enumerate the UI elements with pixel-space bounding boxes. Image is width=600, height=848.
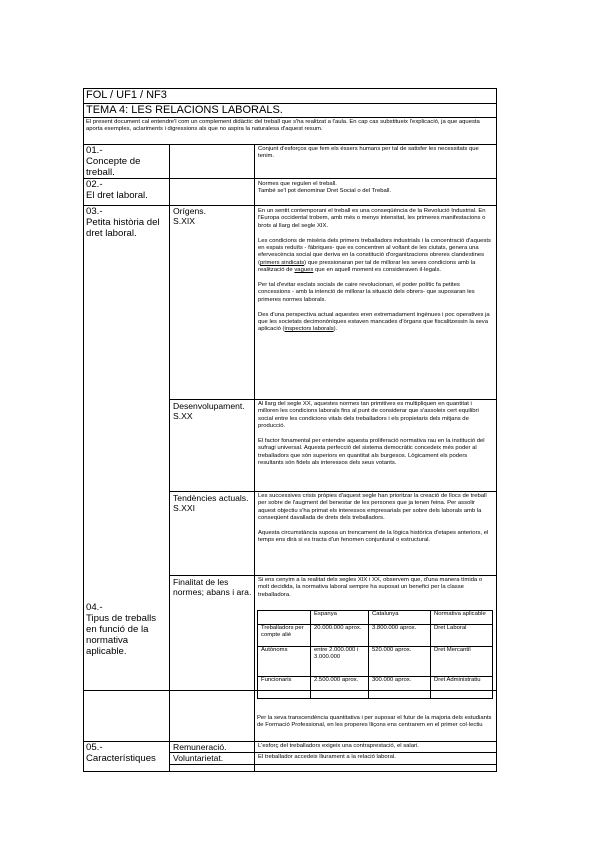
section-04-content	[255, 602, 496, 741]
history-development-text	[258, 401, 493, 468]
table-cell: Treballadors per compte aliè	[258, 625, 311, 647]
section-01-text: Conjunt d'esforços que fem els éssers humans per tal de satisfer les necessitats que tenim.	[258, 146, 479, 160]
development-paragraph-1: Al llarg del segle XX, aquestes normes tan primitives es multipliquen en quantitat i milloren les condicions laborals fins al punt de considerar que s'assoleix cert equilibri social entre les condicions vitals dels treballadors i els propietaris dels mitjans de producció.	[258, 401, 479, 430]
history-trends-text	[258, 493, 493, 545]
section-02	[84, 179, 496, 206]
section-01	[84, 145, 496, 179]
characteristic-label: Voluntarietat.	[173, 753, 224, 763]
section-05-title: 05.- Característiques	[86, 742, 156, 764]
intro-row	[84, 118, 496, 145]
history-development-row	[170, 400, 496, 492]
table-header-cell: Espanya	[311, 611, 369, 625]
link-primers-sindicats[interactable]: primers sindicats	[259, 259, 305, 266]
section-02-title: 02.- El dret laboral.	[86, 179, 148, 201]
history-purpose-label: Finalitat de les normes; abans i ara.	[173, 577, 252, 597]
characteristic-text: L'esforç del treballadors exigeix una contraprestació, el salari.	[258, 743, 419, 749]
table-cell: 520.000 aprox.	[369, 647, 431, 677]
history-origins-text	[258, 208, 493, 334]
section-01-title: 01.- Concepte de treball.	[86, 145, 141, 178]
document-table	[83, 88, 497, 772]
section-04	[84, 602, 496, 742]
table-header-cell: Normativa aplicable	[431, 611, 493, 625]
table-cell: Dret Laboral	[431, 625, 493, 647]
table-cell: Dret Mercantil	[431, 647, 493, 677]
characteristic-row	[170, 753, 496, 765]
table-row	[258, 647, 493, 677]
table-header-cell: Catalunya	[369, 611, 431, 625]
course-row	[84, 89, 496, 104]
topic-title: TEMA 4: LES RELACIONS LABORALS.	[86, 104, 283, 116]
characteristic-label: Remuneració.	[173, 742, 227, 752]
section-05	[84, 742, 496, 772]
link-vagues[interactable]: vagues	[294, 267, 314, 274]
trends-paragraph-2: Aquesta circumstància suposa un trencament de la lògica històrica d'etapes anteriors, el temps ens dirà si es tracta d'un fenomen conjuntural o estructural.	[258, 530, 489, 544]
history-trends-label: Tendències actuals. S.XXI	[173, 493, 249, 513]
history-origins-row	[170, 206, 496, 400]
table-header-row	[258, 611, 493, 625]
table-cell: 20.000.000 aprox.	[311, 625, 369, 647]
table-row	[258, 677, 493, 699]
origins-paragraph-2: Les condicions de misèria dels primers treballadors industrials i la concentració d'aquests en espais reduïts - fàbriques- que es concentren al voltant de les ciutats, genera una efervescència social que deriva en la constitució d'organitzacions obreres clandestines (primers sindicats) que pressionaran per tal de millorar les seves condicions amb la realització de vagues que en aquell moment es consideraven il·legals.	[258, 237, 491, 274]
characteristic-text: El treballador accedeix lliurament a la relació laboral.	[258, 754, 396, 760]
trends-paragraph-1: Les successives crisis pròpies d'aquest segle han prioritzar la creació de llocs de treball per sobre de l'augment del benestar de les persones que ja tenen feina. Per assolir aquest objectiu s'ha primat els interessos empresarials per sobre dels laborals amb la conseqüent davallada de drets dels treballadors.	[258, 493, 487, 522]
table-cell: entre 2.000.000 i 3.000.000	[311, 647, 369, 677]
table-cell: Dret Administratiu	[431, 677, 493, 699]
topic-row	[84, 104, 496, 118]
section-04-title: 04.- Tipus de treballs en funció de la normativa aplicable.	[86, 602, 157, 657]
section-02-line-1: Normes que regulen el treball.	[258, 181, 337, 187]
origins-paragraph-3: Per tal d'evitar esclats socials de caire revolucionari, el poder polític fa petites concessions - amb la intenció de millorar la situació dels obrers- que suposaran les primeres normes laborals.	[258, 282, 475, 303]
course-code: FOL / UF1 / NF3	[86, 89, 167, 101]
table-cell: 300.000 aprox.	[369, 677, 431, 699]
history-purpose-text: Si ens cenyim a la realitat dels segles XIX i XX, observem que, d'una manera tímida o molt decidida, la normativa laboral sempre ha suposat un benefici per la classe treballadora.	[258, 577, 483, 598]
intro-text: El present document cal entendre'l com un complement didàctic del treball que s'ha realitzat a l'aula. En cap cas substitueix l'explicació, ja que aquesta aporta exemples, aclariments i digressions als que no aspira la naturalesa d'aquest resum.	[86, 119, 480, 133]
table-cell: Autònoms	[258, 647, 311, 677]
section-02-line-2: També se'l pot denominar Dret Social o del Treball.	[258, 188, 392, 195]
development-paragraph-2: El factor fonamental per entendre aquesta proliferació normativa rau en la institució del sufragi universal. Aquesta perfecció del sistema democràtic concedeix més poder al treballadors que són superiors en quantitat als burgesos. Lògicament els poders resultants són fidels als interessos dels seus votants.	[258, 438, 485, 467]
origins-paragraph-1: En un sentit contemporani el treball es una conseqüència de la Revolució Industrial. En l'Europa occidental trobem, amb més o menys intensitat, les primeres manifestacions o brots al llarg del segle XIX.	[258, 208, 486, 229]
table-cell: 3.800.000 aprox.	[369, 625, 431, 647]
history-origins-label: Orígens. S.XIX	[173, 206, 206, 226]
origins-paragraph-4: Des d'una perspectiva actual aquestes eren extremadament ingènues i poc operatives ja que les societats decimonòniques estaven mancades d'òrgans que fiscalitzessin la seva aplicació (inspectors laborals).	[258, 311, 490, 333]
work-types-table	[257, 610, 493, 699]
section-04-note: Per la seva transcendència quantitativa i per suposar el futur de la majoria dels estudiants de Formació Professional, en les properes lliçons ens centrarem en el primer col·lectiu	[257, 715, 492, 729]
table-row	[258, 625, 493, 647]
table-cell: Funcionaris	[258, 677, 311, 699]
history-trends-row	[170, 492, 496, 576]
table-header-cell	[258, 611, 311, 625]
section-02-text	[255, 179, 496, 205]
table-cell: 2.500.000 aprox.	[311, 677, 369, 699]
link-inspectors-laborals[interactable]: inspectors laborals	[284, 326, 334, 333]
characteristic-row	[170, 742, 496, 753]
section-03-title: 03.- Petita història del dret laboral.	[86, 206, 160, 239]
history-development-label: Desenvolupament. S.XX	[173, 401, 245, 421]
